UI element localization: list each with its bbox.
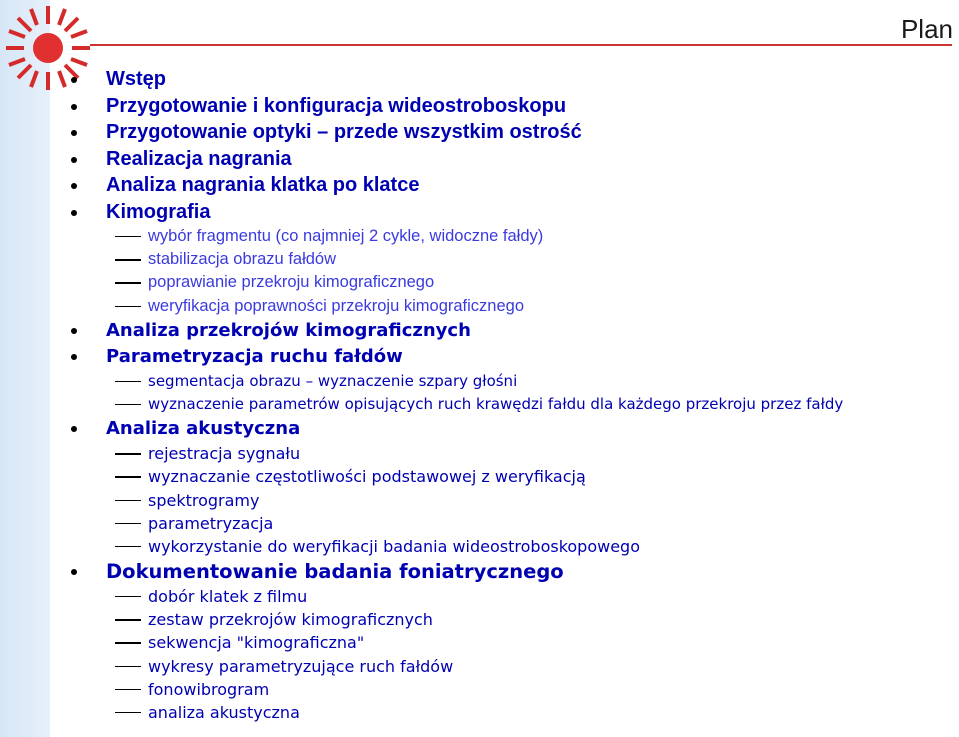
- outline-subitem: wykresy parametryzujące ruch fałdów: [68, 655, 948, 678]
- outline-subitem: spektrogramy: [68, 489, 948, 512]
- outline-subitem: wykorzystanie do weryfikacji badania wideostroboskopowego: [68, 535, 948, 558]
- outline-subitem: rejestracja sygnału: [68, 442, 948, 465]
- outline-item: Przygotowanie i konfiguracja wideostroboskopu: [68, 93, 948, 120]
- outline-item: Analiza przekrojów kimograficznych: [68, 318, 948, 344]
- outline-item: Przygotowanie optyki – przede wszystkim ostrość: [68, 119, 948, 146]
- outline-item: Wstęp: [68, 66, 948, 93]
- outline-subitem: wybór fragmentu (co najmniej 2 cykle, widoczne fałdy): [68, 225, 948, 248]
- outline-item: Kimografia: [68, 199, 948, 226]
- outline-item: Parametryzacja ruchu fałdów: [68, 344, 948, 370]
- outline-subitem: sekwencja "kimograficzna": [68, 631, 948, 654]
- outline-item: Analiza akustyczna: [68, 416, 948, 442]
- outline-subitem: dobór klatek z filmu: [68, 585, 948, 608]
- outline-item: Realizacja nagrania: [68, 146, 948, 173]
- outline-item: Analiza nagrania klatka po klatce: [68, 172, 948, 199]
- outline-subitem: weryfikacja poprawności przekroju kimograficznego: [68, 295, 948, 318]
- slide-title: Plan: [900, 14, 953, 44]
- outline-subitem: stabilizacja obrazu fałdów: [68, 248, 948, 271]
- outline-subitem: parametryzacja: [68, 512, 948, 535]
- outline-subitem: fonowibrogram: [68, 678, 948, 701]
- outline-subitem: wyznaczenie parametrów opisujących ruch krawędzi fałdu dla każdego przekroju przez fałdy: [68, 393, 948, 416]
- header-divider: [90, 44, 952, 46]
- outline-subitem: wyznaczanie częstotliwości podstawowej z weryfikacją: [68, 465, 948, 488]
- outline-subitem: zestaw przekrojów kimograficznych: [68, 608, 948, 631]
- left-decorative-band: [0, 0, 50, 737]
- outline-subitem: poprawianie przekroju kimograficznego: [68, 271, 948, 294]
- outline-subitem: segmentacja obrazu – wyznaczenie szpary głośni: [68, 370, 948, 393]
- outline-list: [68, 66, 948, 724]
- outline-item: Dokumentowanie badania foniatrycznego: [68, 558, 948, 585]
- outline-subitem: analiza akustyczna: [68, 701, 948, 724]
